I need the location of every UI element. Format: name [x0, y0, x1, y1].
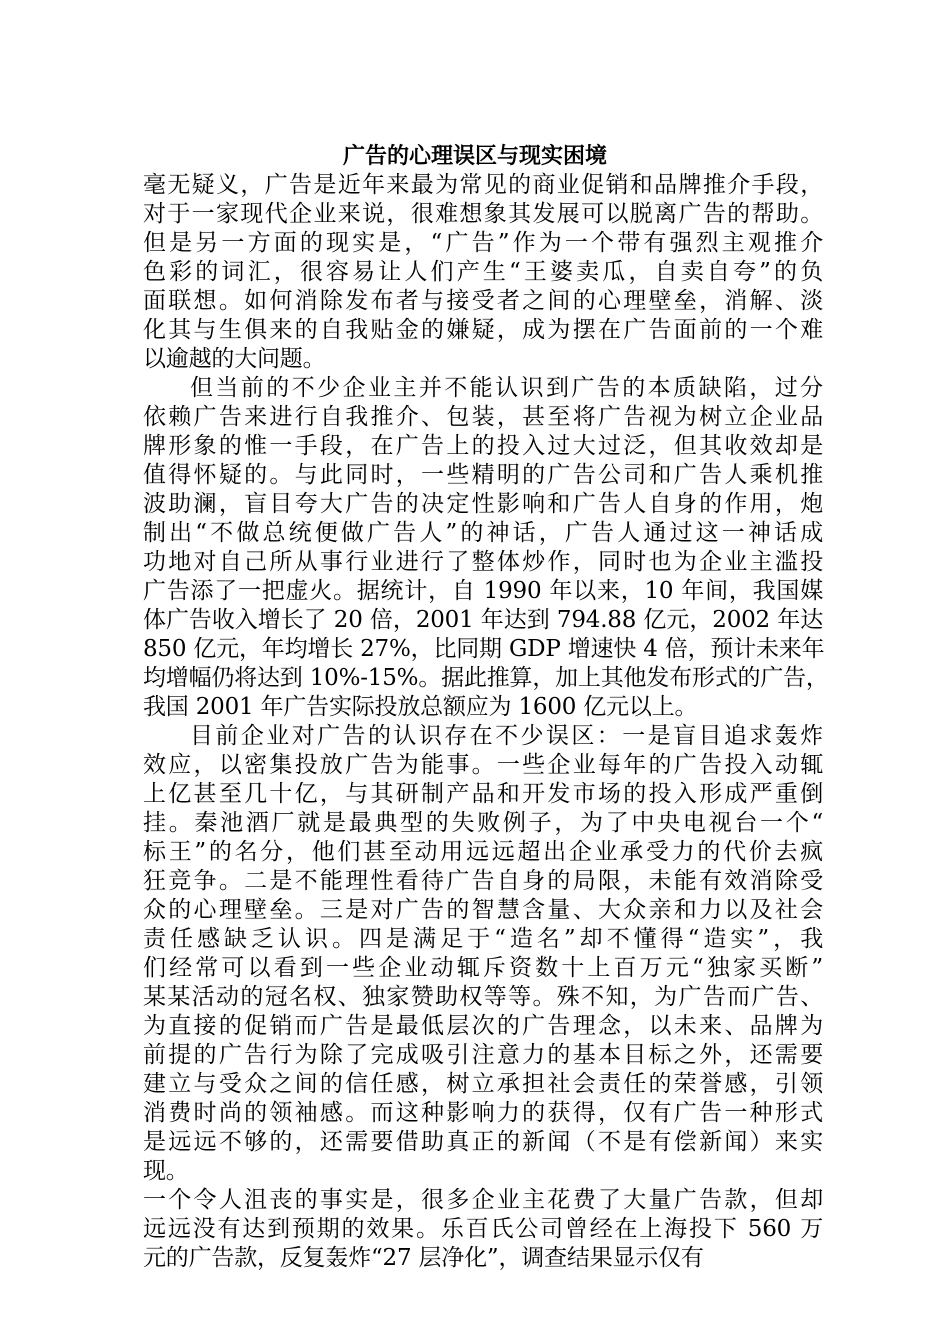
text-line: 制出“不做总统便做广告人”的神话，广告人通过这一神话成	[143, 520, 823, 546]
text-line: 面联想。如何消除发布者与接受者之间的心理壁垒，消解、淡	[143, 288, 823, 314]
text-line: 建立与受众之间的信任感，树立承担社会责任的荣誉感，引领	[143, 1071, 823, 1097]
text-line: 但是另一方面的现实是，“广告”作为一个带有强烈主观推介	[143, 230, 823, 256]
text-line: 消费时尚的领袖感。而这种影响力的获得，仅有广告一种形式	[143, 1100, 823, 1126]
text-line: 但当前的不少企业主并不能认识到广告的本质缺陷，过分	[190, 375, 823, 401]
text-line: 化其与生俱来的自我贴金的嫌疑，成为摆在广告面前的一个难	[143, 317, 823, 343]
text-line: 前提的广告行为除了完成吸引注意力的基本目标之外，还需要	[143, 1042, 823, 1068]
text-line: 是远远不够的，还需要借助真正的新闻（不是有偿新闻）来实	[143, 1129, 823, 1155]
text-line: 上亿甚至几十亿，与其研制产品和开发市场的投入形成严重倒	[143, 781, 823, 807]
text-line: 现。	[143, 1158, 189, 1184]
text-line: 元的广告款，反复轰炸“27 层净化”，调查结果显示仅有	[143, 1245, 704, 1271]
text-line: 功地对自己所从事行业进行了整体炒作，同时也为企业主滥投	[143, 549, 823, 575]
document-title: 广告的心理误区与现实困境	[342, 143, 607, 169]
text-line: 波助澜，盲目夸大广告的决定性影响和广告人自身的作用，炮	[143, 491, 823, 517]
text-line: 对于一家现代企业来说，很难想象其发展可以脱离广告的帮助。	[143, 201, 823, 227]
text-line: 狂竞争。二是不能理性看待广告自身的局限，未能有效消除受	[143, 868, 823, 894]
text-line: 挂。秦池酒厂就是最典型的失败例子，为了中央电视台一个“	[143, 810, 823, 836]
text-line: 们经常可以看到一些企业动辄斥资数十上百万元“独家买断”	[143, 955, 823, 981]
text-line: 某某活动的冠名权、独家赞助权等等。殊不知，为广告而广告、	[143, 984, 823, 1010]
text-line: 依赖广告来进行自我推介、包装，甚至将广告视为树立企业品	[143, 404, 823, 430]
text-line: 值得怀疑的。与此同时，一些精明的广告公司和广告人乘机推	[143, 462, 823, 488]
text-line: 毫无疑义，广告是近年来最为常见的商业促销和品牌推介手段，	[143, 172, 823, 198]
text-line: 远远没有达到预期的效果。乐百氏公司曾经在上海投下 560 万	[143, 1216, 823, 1242]
text-line: 标王”的名分，他们甚至动用远远超出企业承受力的代价去疯	[143, 839, 823, 865]
text-line: 为直接的促销而广告是最低层次的广告理念，以未来、品牌为	[143, 1013, 823, 1039]
text-line: 均增幅仍将达到 10%-15%。据此推算，加上其他发布形式的广告，	[143, 665, 829, 691]
text-line: 一个令人沮丧的事实是，很多企业主花费了大量广告款，但却	[143, 1187, 823, 1213]
text-line: 色彩的词汇，很容易让人们产生“王婆卖瓜，自卖自夸”的负	[143, 259, 823, 285]
text-line: 目前企业对广告的认识存在不少误区：一是盲目追求轰炸	[190, 723, 823, 749]
text-line: 责任感缺乏认识。四是满足于“造名”却不懂得“造实”，我	[143, 926, 823, 952]
text-line: 效应，以密集投放广告为能事。一些企业每年的广告投入动辄	[143, 752, 823, 778]
text-line: 以逾越的大问题。	[143, 346, 326, 372]
text-line: 牌形象的惟一手段，在广告上的投入过大过泛，但其收效却是	[143, 433, 823, 459]
text-line: 体广告收入增长了 20 倍，2001 年达到 794.88 亿元，2002 年达	[143, 607, 823, 633]
text-line: 广告添了一把虚火。据统计，自 1990 年以来，10 年间，我国媒	[143, 578, 823, 604]
text-line: 850 亿元，年均增长 27%，比同期 GDP 增速快 4 倍，预计未来年	[143, 636, 825, 662]
text-line: 我国 2001 年广告实际投放总额应为 1600 亿元以上。	[143, 694, 698, 720]
text-line: 众的心理壁垒。三是对广告的智慧含量、大众亲和力以及社会	[143, 897, 823, 923]
